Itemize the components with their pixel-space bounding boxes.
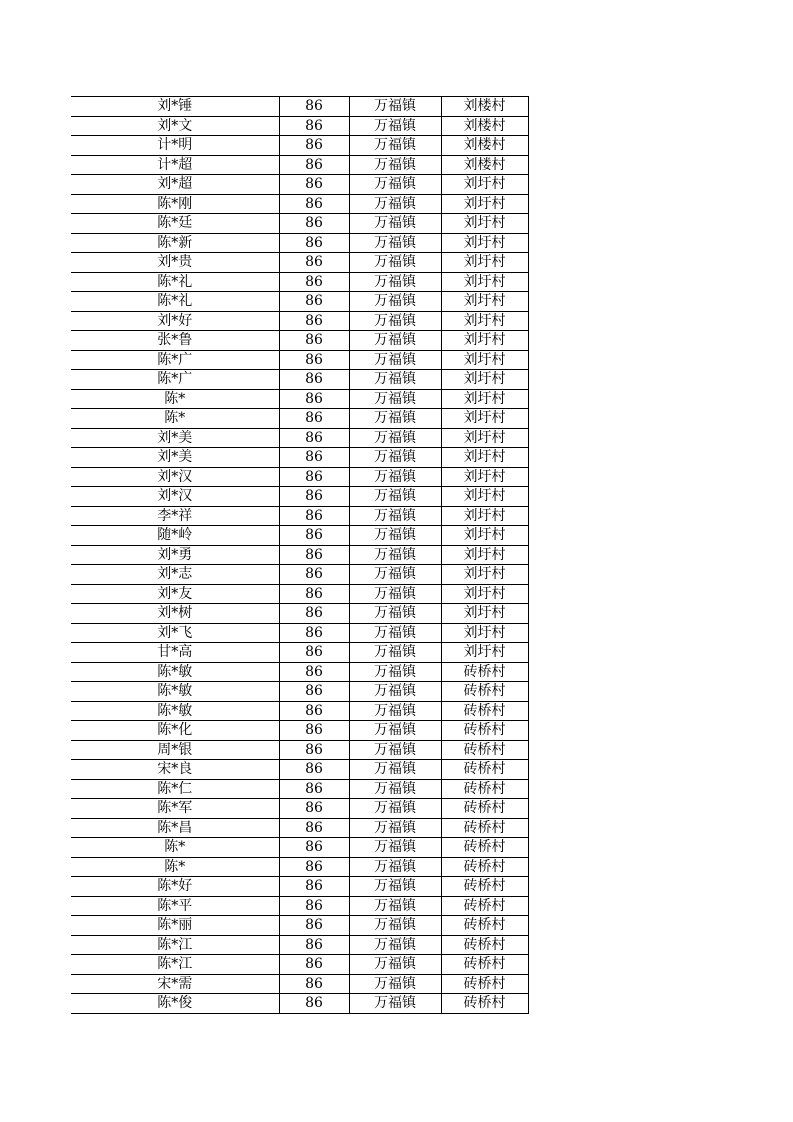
table-row xyxy=(71,526,528,546)
roster-table xyxy=(71,96,529,1014)
name-cell: 刘*贵 xyxy=(71,253,279,273)
village-cell: 砖桥村 xyxy=(441,857,528,877)
table-row xyxy=(71,974,528,994)
table-row xyxy=(71,409,528,429)
name-cell: 陈*广 xyxy=(71,370,279,390)
score-cell: 86 xyxy=(279,701,349,721)
table-row xyxy=(71,643,528,663)
village-cell: 刘圩村 xyxy=(441,350,528,370)
village-cell: 刘楼村 xyxy=(441,155,528,175)
score-cell: 86 xyxy=(279,272,349,292)
town-cell: 万福镇 xyxy=(349,740,441,760)
table-row xyxy=(71,292,528,312)
score-cell: 86 xyxy=(279,214,349,234)
table-row xyxy=(71,662,528,682)
village-cell: 刘圩村 xyxy=(441,194,528,214)
name-cell: 刘*超 xyxy=(71,175,279,195)
town-cell: 万福镇 xyxy=(349,662,441,682)
score-cell: 86 xyxy=(279,721,349,741)
name-cell: 陈* xyxy=(71,389,279,409)
name-cell: 陈*军 xyxy=(71,799,279,819)
town-cell: 万福镇 xyxy=(349,350,441,370)
village-cell: 刘楼村 xyxy=(441,116,528,136)
village-cell: 砖桥村 xyxy=(441,760,528,780)
name-cell: 陈*昌 xyxy=(71,818,279,838)
town-cell: 万福镇 xyxy=(349,623,441,643)
name-cell: 李*祥 xyxy=(71,506,279,526)
score-cell: 86 xyxy=(279,545,349,565)
name-cell: 陈*江 xyxy=(71,935,279,955)
town-cell: 万福镇 xyxy=(349,467,441,487)
roster-table-body xyxy=(71,97,528,1014)
town-cell: 万福镇 xyxy=(349,389,441,409)
name-cell: 刘*飞 xyxy=(71,623,279,643)
name-cell: 宋*良 xyxy=(71,760,279,780)
score-cell: 86 xyxy=(279,409,349,429)
town-cell: 万福镇 xyxy=(349,916,441,936)
village-cell: 刘圩村 xyxy=(441,565,528,585)
table-row xyxy=(71,311,528,331)
table-row xyxy=(71,682,528,702)
table-row xyxy=(71,350,528,370)
table-row xyxy=(71,565,528,585)
name-cell: 甘*高 xyxy=(71,643,279,663)
table-row xyxy=(71,233,528,253)
village-cell: 砖桥村 xyxy=(441,935,528,955)
village-cell: 砖桥村 xyxy=(441,838,528,858)
score-cell: 86 xyxy=(279,955,349,975)
score-cell: 86 xyxy=(279,584,349,604)
name-cell: 刘*汉 xyxy=(71,487,279,507)
table-row xyxy=(71,760,528,780)
name-cell: 陈*敏 xyxy=(71,701,279,721)
score-cell: 86 xyxy=(279,994,349,1014)
village-cell: 刘圩村 xyxy=(441,292,528,312)
village-cell: 刘圩村 xyxy=(441,584,528,604)
score-cell: 86 xyxy=(279,389,349,409)
village-cell: 刘楼村 xyxy=(441,136,528,156)
score-cell: 86 xyxy=(279,467,349,487)
score-cell: 86 xyxy=(279,233,349,253)
town-cell: 万福镇 xyxy=(349,584,441,604)
score-cell: 86 xyxy=(279,428,349,448)
town-cell: 万福镇 xyxy=(349,272,441,292)
score-cell: 86 xyxy=(279,916,349,936)
score-cell: 86 xyxy=(279,818,349,838)
score-cell: 86 xyxy=(279,974,349,994)
village-cell: 刘圩村 xyxy=(441,448,528,468)
table-row xyxy=(71,97,528,117)
village-cell: 刘圩村 xyxy=(441,370,528,390)
name-cell: 陈*敏 xyxy=(71,682,279,702)
village-cell: 砖桥村 xyxy=(441,994,528,1014)
name-cell: 陈*江 xyxy=(71,955,279,975)
spreadsheet-page xyxy=(71,96,529,1014)
score-cell: 86 xyxy=(279,116,349,136)
table-row xyxy=(71,389,528,409)
name-cell: 张*鲁 xyxy=(71,331,279,351)
town-cell: 万福镇 xyxy=(349,116,441,136)
town-cell: 万福镇 xyxy=(349,253,441,273)
score-cell: 86 xyxy=(279,194,349,214)
table-row xyxy=(71,721,528,741)
village-cell: 砖桥村 xyxy=(441,818,528,838)
name-cell: 陈*新 xyxy=(71,233,279,253)
name-cell: 陈*俊 xyxy=(71,994,279,1014)
table-row xyxy=(71,740,528,760)
town-cell: 万福镇 xyxy=(349,233,441,253)
score-cell: 86 xyxy=(279,155,349,175)
village-cell: 砖桥村 xyxy=(441,662,528,682)
village-cell: 砖桥村 xyxy=(441,896,528,916)
name-cell: 陈*化 xyxy=(71,721,279,741)
score-cell: 86 xyxy=(279,760,349,780)
score-cell: 86 xyxy=(279,623,349,643)
table-row xyxy=(71,818,528,838)
village-cell: 刘圩村 xyxy=(441,623,528,643)
name-cell: 陈* xyxy=(71,838,279,858)
score-cell: 86 xyxy=(279,136,349,156)
table-row xyxy=(71,877,528,897)
village-cell: 刘圩村 xyxy=(441,272,528,292)
score-cell: 86 xyxy=(279,779,349,799)
town-cell: 万福镇 xyxy=(349,97,441,117)
table-row xyxy=(71,935,528,955)
score-cell: 86 xyxy=(279,350,349,370)
name-cell: 陈*丽 xyxy=(71,916,279,936)
table-row xyxy=(71,955,528,975)
score-cell: 86 xyxy=(279,506,349,526)
name-cell: 陈*礼 xyxy=(71,272,279,292)
town-cell: 万福镇 xyxy=(349,155,441,175)
table-row xyxy=(71,136,528,156)
score-cell: 86 xyxy=(279,857,349,877)
town-cell: 万福镇 xyxy=(349,721,441,741)
village-cell: 刘圩村 xyxy=(441,214,528,234)
village-cell: 砖桥村 xyxy=(441,740,528,760)
town-cell: 万福镇 xyxy=(349,682,441,702)
town-cell: 万福镇 xyxy=(349,877,441,897)
name-cell: 陈*刚 xyxy=(71,194,279,214)
village-cell: 刘圩村 xyxy=(441,389,528,409)
name-cell: 陈*平 xyxy=(71,896,279,916)
town-cell: 万福镇 xyxy=(349,604,441,624)
name-cell: 刘*美 xyxy=(71,428,279,448)
village-cell: 刘圩村 xyxy=(441,253,528,273)
score-cell: 86 xyxy=(279,331,349,351)
table-row xyxy=(71,175,528,195)
town-cell: 万福镇 xyxy=(349,818,441,838)
village-cell: 刘圩村 xyxy=(441,545,528,565)
name-cell: 刘*美 xyxy=(71,448,279,468)
town-cell: 万福镇 xyxy=(349,896,441,916)
town-cell: 万福镇 xyxy=(349,409,441,429)
town-cell: 万福镇 xyxy=(349,136,441,156)
town-cell: 万福镇 xyxy=(349,487,441,507)
village-cell: 刘圩村 xyxy=(441,604,528,624)
name-cell: 陈* xyxy=(71,409,279,429)
score-cell: 86 xyxy=(279,565,349,585)
name-cell: 刘*文 xyxy=(71,116,279,136)
name-cell: 宋*需 xyxy=(71,974,279,994)
village-cell: 砖桥村 xyxy=(441,779,528,799)
village-cell: 砖桥村 xyxy=(441,721,528,741)
name-cell: 陈*礼 xyxy=(71,292,279,312)
village-cell: 砖桥村 xyxy=(441,701,528,721)
village-cell: 砖桥村 xyxy=(441,974,528,994)
town-cell: 万福镇 xyxy=(349,292,441,312)
village-cell: 砖桥村 xyxy=(441,877,528,897)
village-cell: 刘圩村 xyxy=(441,643,528,663)
town-cell: 万福镇 xyxy=(349,175,441,195)
town-cell: 万福镇 xyxy=(349,526,441,546)
village-cell: 刘圩村 xyxy=(441,175,528,195)
village-cell: 砖桥村 xyxy=(441,799,528,819)
table-row xyxy=(71,896,528,916)
town-cell: 万福镇 xyxy=(349,643,441,663)
village-cell: 刘圩村 xyxy=(441,233,528,253)
town-cell: 万福镇 xyxy=(349,214,441,234)
table-row xyxy=(71,448,528,468)
village-cell: 刘圩村 xyxy=(441,311,528,331)
table-row xyxy=(71,331,528,351)
name-cell: 计*超 xyxy=(71,155,279,175)
score-cell: 86 xyxy=(279,526,349,546)
table-row xyxy=(71,604,528,624)
village-cell: 刘圩村 xyxy=(441,487,528,507)
name-cell: 刘*勇 xyxy=(71,545,279,565)
town-cell: 万福镇 xyxy=(349,701,441,721)
table-row xyxy=(71,584,528,604)
town-cell: 万福镇 xyxy=(349,194,441,214)
town-cell: 万福镇 xyxy=(349,545,441,565)
name-cell: 陈*仁 xyxy=(71,779,279,799)
name-cell: 刘*志 xyxy=(71,565,279,585)
village-cell: 砖桥村 xyxy=(441,682,528,702)
score-cell: 86 xyxy=(279,935,349,955)
table-row xyxy=(71,857,528,877)
table-row xyxy=(71,916,528,936)
score-cell: 86 xyxy=(279,643,349,663)
table-row xyxy=(71,253,528,273)
town-cell: 万福镇 xyxy=(349,370,441,390)
name-cell: 陈*好 xyxy=(71,877,279,897)
town-cell: 万福镇 xyxy=(349,955,441,975)
village-cell: 砖桥村 xyxy=(441,916,528,936)
village-cell: 刘圩村 xyxy=(441,467,528,487)
score-cell: 86 xyxy=(279,896,349,916)
name-cell: 陈*廷 xyxy=(71,214,279,234)
score-cell: 86 xyxy=(279,175,349,195)
table-row xyxy=(71,467,528,487)
town-cell: 万福镇 xyxy=(349,974,441,994)
name-cell: 刘*汉 xyxy=(71,467,279,487)
score-cell: 86 xyxy=(279,97,349,117)
table-row xyxy=(71,799,528,819)
town-cell: 万福镇 xyxy=(349,331,441,351)
score-cell: 86 xyxy=(279,838,349,858)
table-row xyxy=(71,194,528,214)
score-cell: 86 xyxy=(279,799,349,819)
score-cell: 86 xyxy=(279,253,349,273)
town-cell: 万福镇 xyxy=(349,857,441,877)
village-cell: 刘圩村 xyxy=(441,526,528,546)
table-row xyxy=(71,994,528,1014)
town-cell: 万福镇 xyxy=(349,428,441,448)
score-cell: 86 xyxy=(279,370,349,390)
village-cell: 刘圩村 xyxy=(441,409,528,429)
name-cell: 刘*树 xyxy=(71,604,279,624)
table-row xyxy=(71,779,528,799)
table-row xyxy=(71,155,528,175)
score-cell: 86 xyxy=(279,448,349,468)
name-cell: 周*银 xyxy=(71,740,279,760)
table-row xyxy=(71,272,528,292)
score-cell: 86 xyxy=(279,604,349,624)
village-cell: 砖桥村 xyxy=(441,955,528,975)
table-row xyxy=(71,214,528,234)
table-row xyxy=(71,428,528,448)
score-cell: 86 xyxy=(279,311,349,331)
village-cell: 刘圩村 xyxy=(441,506,528,526)
town-cell: 万福镇 xyxy=(349,760,441,780)
town-cell: 万福镇 xyxy=(349,779,441,799)
name-cell: 陈* xyxy=(71,857,279,877)
name-cell: 刘*好 xyxy=(71,311,279,331)
table-row xyxy=(71,545,528,565)
table-row xyxy=(71,487,528,507)
name-cell: 陈*广 xyxy=(71,350,279,370)
town-cell: 万福镇 xyxy=(349,506,441,526)
table-row xyxy=(71,506,528,526)
name-cell: 陈*敏 xyxy=(71,662,279,682)
town-cell: 万福镇 xyxy=(349,565,441,585)
village-cell: 刘楼村 xyxy=(441,97,528,117)
name-cell: 刘*锤 xyxy=(71,97,279,117)
name-cell: 随*岭 xyxy=(71,526,279,546)
town-cell: 万福镇 xyxy=(349,311,441,331)
score-cell: 86 xyxy=(279,292,349,312)
town-cell: 万福镇 xyxy=(349,448,441,468)
score-cell: 86 xyxy=(279,487,349,507)
town-cell: 万福镇 xyxy=(349,994,441,1014)
village-cell: 刘圩村 xyxy=(441,428,528,448)
town-cell: 万福镇 xyxy=(349,935,441,955)
town-cell: 万福镇 xyxy=(349,799,441,819)
score-cell: 86 xyxy=(279,877,349,897)
table-row xyxy=(71,623,528,643)
table-row xyxy=(71,838,528,858)
town-cell: 万福镇 xyxy=(349,838,441,858)
name-cell: 计*明 xyxy=(71,136,279,156)
table-row xyxy=(71,116,528,136)
score-cell: 86 xyxy=(279,662,349,682)
name-cell: 刘*友 xyxy=(71,584,279,604)
score-cell: 86 xyxy=(279,740,349,760)
score-cell: 86 xyxy=(279,682,349,702)
table-row xyxy=(71,370,528,390)
table-row xyxy=(71,701,528,721)
village-cell: 刘圩村 xyxy=(441,331,528,351)
